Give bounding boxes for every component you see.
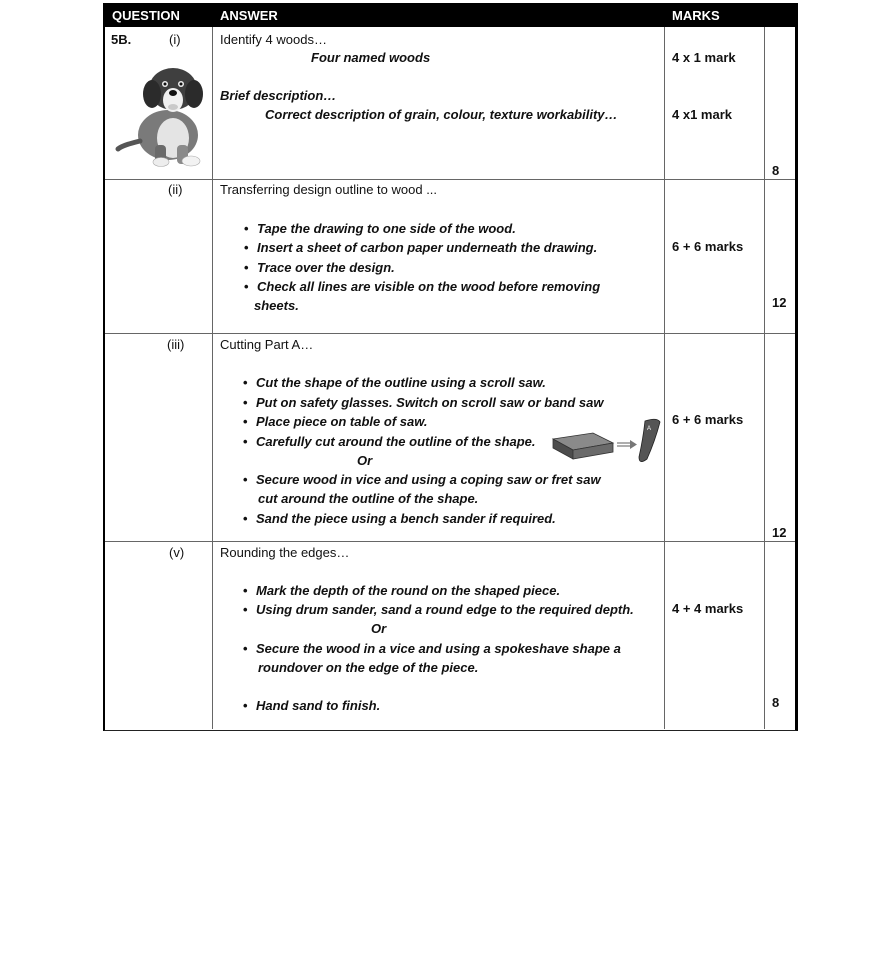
answer-bullet: • Put on safety glasses. Switch on scroll saw or band saw bbox=[256, 395, 604, 410]
header-question: QUESTION bbox=[112, 8, 180, 23]
answer-or: Or bbox=[357, 453, 373, 468]
marks-value: 4 x 1 mark bbox=[672, 50, 736, 65]
column-divider bbox=[212, 27, 213, 729]
answer-bullet: • Using drum sander, sand a round edge to the required depth. bbox=[256, 602, 634, 617]
answer-bullet: • Trace over the design. bbox=[257, 260, 395, 275]
answer-line: Four named woods bbox=[311, 50, 431, 65]
table-header bbox=[105, 3, 795, 27]
header-marks: MARKS bbox=[672, 8, 720, 23]
dog-illustration bbox=[115, 63, 210, 168]
answer-bullet: • Secure the wood in a vice and using a spokeshave shape a bbox=[256, 641, 621, 656]
row-divider bbox=[105, 179, 795, 180]
answer-intro: Rounding the edges… bbox=[220, 545, 350, 560]
column-divider bbox=[664, 27, 665, 729]
header-answer: ANSWER bbox=[220, 8, 278, 23]
marks-total: 8 bbox=[772, 695, 780, 710]
answer-continuation: roundover on the edge of the piece. bbox=[258, 660, 479, 675]
marks-total: 12 bbox=[772, 525, 787, 540]
answer-continuation: sheets. bbox=[254, 298, 299, 313]
marks-value: 6 + 6 marks bbox=[672, 239, 744, 254]
part-a-label: A bbox=[647, 426, 652, 432]
answer-bullet: • Place piece on table of saw. bbox=[256, 414, 427, 429]
part-label: (i) bbox=[169, 32, 181, 47]
marks-total: 12 bbox=[772, 295, 787, 310]
answer-line: Identify 4 woods… bbox=[220, 32, 327, 47]
answer-line: Brief description… bbox=[220, 88, 337, 103]
marks-total: 8 bbox=[772, 163, 780, 178]
wood-block-illustration bbox=[551, 413, 661, 475]
answer-bullet: • Sand the piece using a bench sander if required. bbox=[256, 511, 556, 526]
answer-intro: Cutting Part A… bbox=[220, 337, 314, 352]
part-label: (iii) bbox=[167, 337, 185, 352]
answer-bullet: • Mark the depth of the round on the shaped piece. bbox=[256, 583, 560, 598]
row-divider bbox=[105, 541, 795, 542]
row-divider bbox=[105, 333, 795, 334]
marks-value: 4 + 4 marks bbox=[672, 601, 744, 616]
column-divider bbox=[764, 27, 765, 729]
marking-scheme-table bbox=[103, 3, 798, 731]
part-label: (ii) bbox=[168, 182, 183, 197]
answer-continuation: cut around the outline of the shape. bbox=[258, 491, 479, 506]
answer-intro: Transferring design outline to wood ... bbox=[220, 182, 438, 197]
answer-bullet: • Check all lines are visible on the wood before removing bbox=[257, 279, 600, 294]
answer-or: Or bbox=[371, 621, 387, 636]
answer-bullet: • Tape the drawing to one side of the wood. bbox=[257, 221, 516, 236]
answer-line: Correct description of grain, colour, texture workability… bbox=[265, 107, 618, 122]
answer-bullet: • Carefully cut around the outline of the shape. bbox=[256, 434, 536, 449]
marks-value: 6 + 6 marks bbox=[672, 412, 744, 427]
answer-bullet: • Insert a sheet of carbon paper underneath the drawing. bbox=[257, 240, 597, 255]
answer-bullet: • Cut the shape of the outline using a scroll saw. bbox=[256, 375, 546, 390]
marks-value: 4 x1 mark bbox=[672, 107, 732, 122]
question-number: 5B. bbox=[111, 32, 132, 47]
part-label: (v) bbox=[169, 545, 185, 560]
answer-bullet: • Hand sand to finish. bbox=[256, 698, 380, 713]
answer-bullet: • Secure wood in vice and using a coping saw or fret saw bbox=[256, 472, 601, 487]
